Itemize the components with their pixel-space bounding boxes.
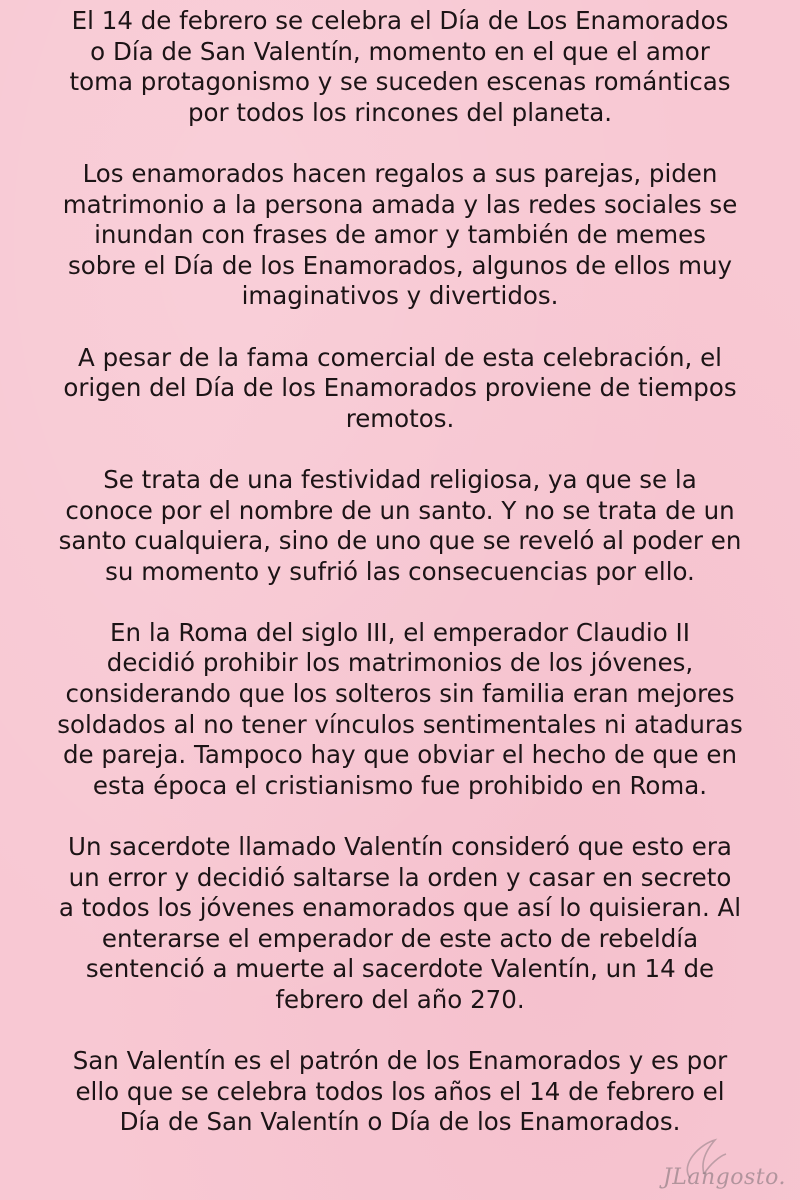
text-line: de pareja. Tampoco hay que obviar el hecho de que en [62,740,738,770]
text-line: por todos los rincones del planeta. [187,97,613,127]
text-line: santo cualquiera, sino de uno que se reveló al poder en [58,526,742,556]
text-line: decidió prohibir los matrimonios de los jóvenes, [106,648,694,678]
text-line: soldados al no tener vínculos sentimentales ni ataduras [57,709,743,739]
paragraph [22,159,778,312]
text-line: conoce por el nombre de un santo. Y no se trata de un [65,495,735,525]
text-line: toma protagonismo y se suceden escenas románticas [69,67,731,97]
text-line: A pesar de la fama comercial de esta celebración, el [78,342,722,372]
paragraph [22,832,778,1016]
paragraph [22,343,778,435]
article-text [22,6,778,1169]
text-line: Los enamorados hacen regalos a sus parejas, piden [82,158,718,188]
paragraph [22,465,778,587]
text-line: su momento y sufrió las consecuencias por ello. [105,556,695,586]
text-line: En la Roma del siglo III, el emperador Claudio II [110,617,690,647]
text-line: esta época el cristianismo fue prohibido en Roma. [92,770,708,800]
text-line: sobre el Día de los Enamorados, algunos de ellos muy [68,250,732,280]
text-line: remotos. [345,403,455,433]
text-line: inundan con frases de amor y también de memes [94,220,706,250]
text-line: Un sacerdote llamado Valentín consideró que esto era [68,832,732,862]
text-line: o Día de San Valentín, momento en el que el amor [90,36,710,66]
text-line: ello que se celebra todos los años el 14 de febrero el [75,1076,725,1106]
text-line: a todos los jóvenes enamorados que así lo quisieran. Al [58,893,742,923]
paragraph [22,618,778,802]
text-line: considerando que los solteros sin familia eran mejores [65,679,735,709]
text-line: febrero del año 270. [275,985,525,1014]
text-line: Día de San Valentín o Día de los Enamorados. [119,1107,681,1137]
text-line: enterarse el emperador de este acto de rebeldía [101,923,699,953]
text-line: San Valentín es el patrón de los Enamorados y es por [72,1046,728,1076]
text-line: El 14 de febrero se celebra el Día de Los Enamorados [71,6,729,35]
text-line: matrimonio a la persona amada y las redes sociales se [62,189,738,219]
text-line: un error y decidió saltarse la orden y casar en secreto [68,862,732,892]
paragraph [22,6,778,128]
paragraph [22,1046,778,1138]
author-signature: JLangosto. [662,1165,786,1190]
text-line: Se trata de una festividad religiosa, ya que se la [103,464,697,494]
text-line: sentenció a muerte al sacerdote Valentín, un 14 de [85,954,715,984]
text-line: imaginativos y divertidos. [241,281,559,311]
text-line: origen del Día de los Enamorados proviene de tiempos [63,373,737,403]
